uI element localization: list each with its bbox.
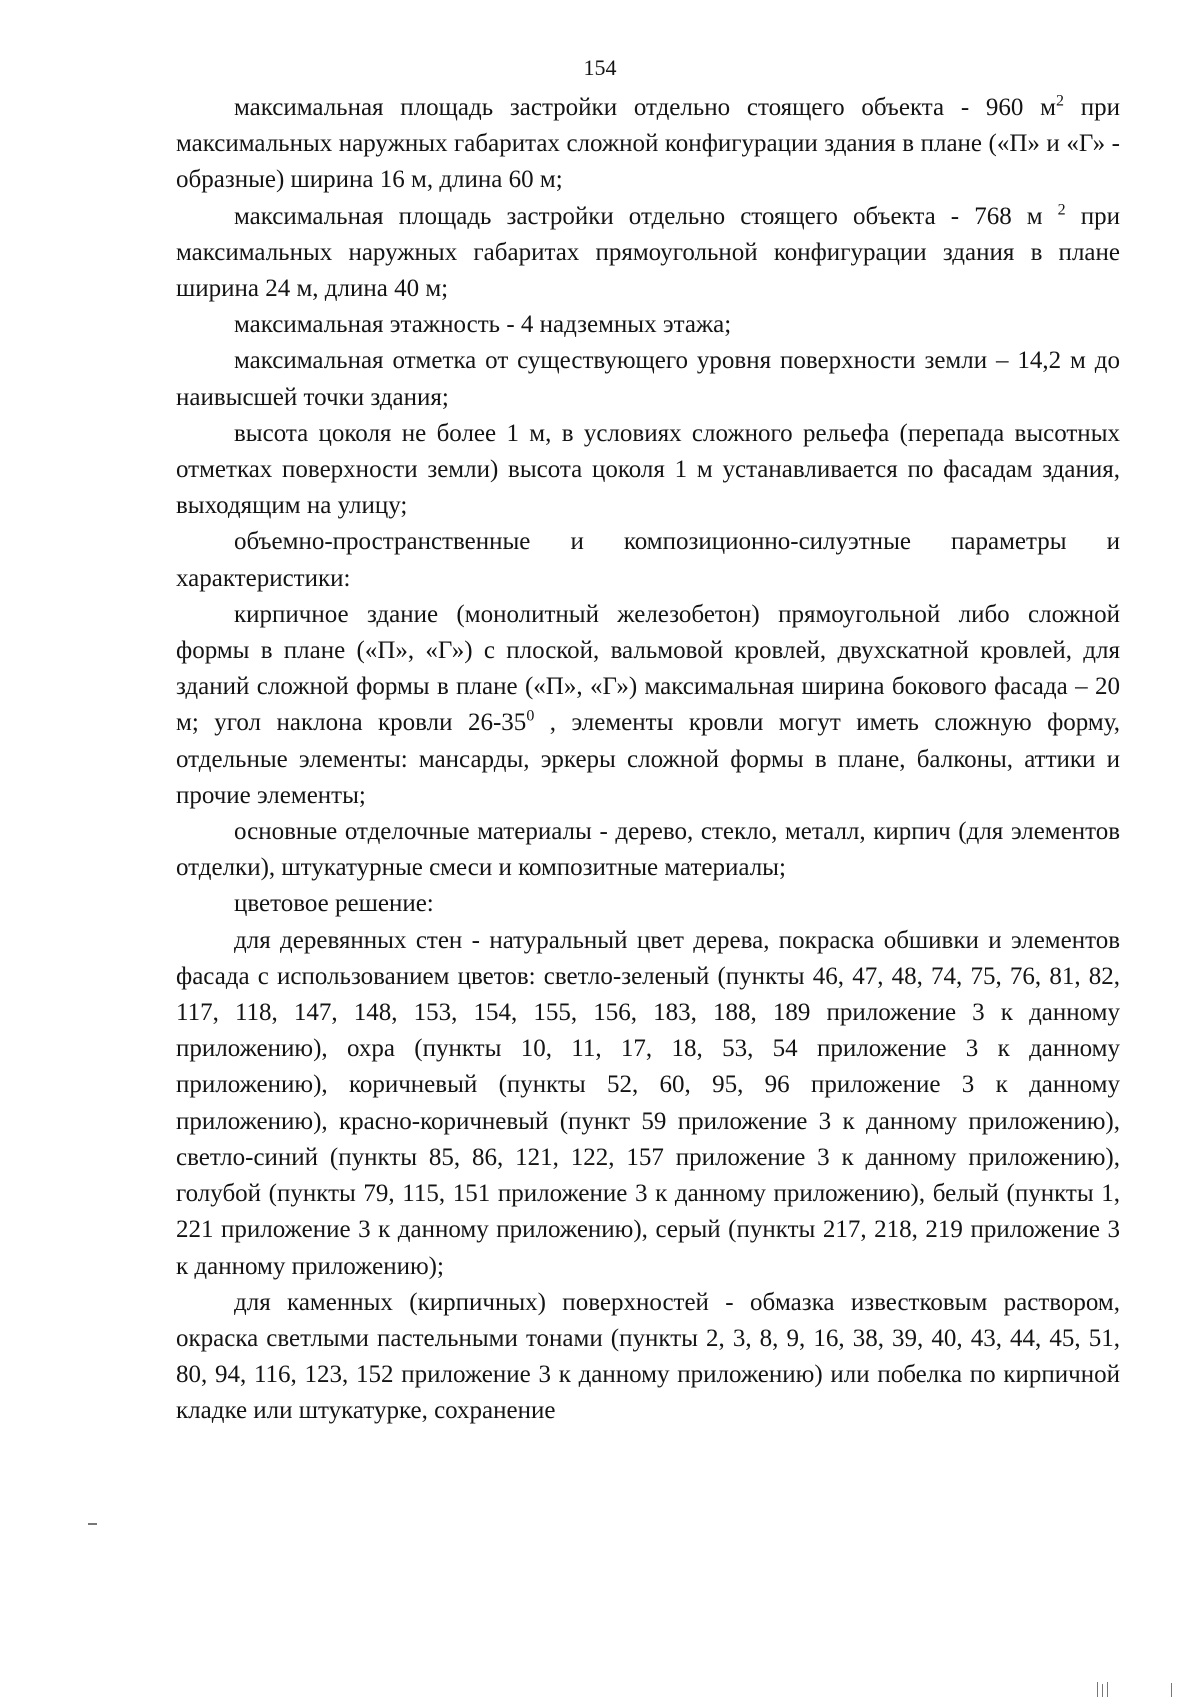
- scan-artifact-tick: [1107, 1682, 1108, 1697]
- paragraph-text: высота цоколя не более 1 м, в условиях сложного рельефа (перепада высотных отметках поверхности земли) высота цоколя 1 м устанавливается по фасадам здания, выходящим на улицу;: [176, 419, 1120, 520]
- paragraph-text: максимальная площадь застройки отдельно стоящего объекта - 768 м: [234, 202, 1058, 230]
- paragraph-max-height: [176, 343, 1120, 415]
- document-body: [176, 90, 1120, 1430]
- paragraph-building-area-complex: [176, 90, 1120, 199]
- paragraph-color-solution: [176, 886, 1120, 922]
- paragraph-max-floors: [176, 307, 1120, 343]
- paragraph-text-continued: , элементы кровли могут иметь сложную форму, отдельные элементы: мансарды, эркеры сложной формы в плане, балконы, аттики и прочие элементы;: [176, 709, 1120, 809]
- paragraph-spatial-parameters: [176, 524, 1120, 596]
- superscript: 2: [1057, 201, 1066, 219]
- paragraph-wooden-walls: [176, 923, 1120, 1285]
- scan-artifact-tick: [1102, 1684, 1103, 1697]
- paragraph-text: кирпичное здание (монолитный железобетон) прямоугольной либо сложной формы в плане («П», «Г») с плоской, вальмовой кровлей, двухскатной кровлей, для зданий сложной формы в плане («П», «Г») максимальная ширина бокового фасада – 20 м; угол наклона кровли 26-35: [176, 600, 1120, 737]
- scan-artifact-tick: [1097, 1682, 1098, 1697]
- paragraph-brick-building: [176, 597, 1120, 814]
- paragraph-plinth-height: [176, 416, 1120, 525]
- scan-artifact-dash: [88, 1523, 97, 1525]
- paragraph-text-continued: при максимальных наружных габаритах сложной конфигурации здания в плане («П» и «Г» - образные) ширина 16 м, длина 60 м;: [176, 94, 1120, 194]
- page-number: 154: [583, 55, 617, 80]
- paragraph-text: объемно-пространственные и композиционно-силуэтные параметры и характеристики:: [176, 528, 1120, 592]
- paragraph-building-area-rectangular: [176, 199, 1120, 308]
- scan-artifact-tick: [1171, 1683, 1172, 1697]
- paragraph-text: цветовое решение:: [234, 890, 434, 918]
- paragraph-stone-surfaces: [176, 1285, 1120, 1430]
- paragraph-text: максимальная отметка от существующего уровня поверхности земли – 14,2 м до наивысшей точки здания;: [176, 347, 1120, 411]
- superscript: 0: [526, 708, 535, 726]
- paragraph-text-continued: при максимальных наружных габаритах прямоугольной конфигурации здания в плане ширина 24 м, длина 40 м;: [176, 202, 1120, 303]
- paragraph-text: основные отделочные материалы - дерево, стекло, металл, кирпич (для элементов отделки), штукатурные смеси и композитные материалы;: [176, 818, 1120, 882]
- paragraph-text: максимальная площадь застройки отдельно стоящего объекта - 960 м: [234, 94, 1056, 121]
- paragraph-finishing-materials: [176, 814, 1120, 886]
- paragraph-text: для каменных (кирпичных) поверхностей - обмазка известковым раствором, окраска светлыми пастельными тонами (пункты 2, 3, 8, 9, 16, 38, 39, 40, 43, 44, 45, 51, 80, 94, 116, 123, 152 приложение 3 к данному приложению) или побелка по кирпичной кладке или штукатурке, сохранение: [176, 1288, 1120, 1425]
- superscript: 2: [1055, 92, 1064, 110]
- paragraph-text: максимальная этажность - 4 надземных этажа;: [234, 311, 732, 339]
- paragraph-text: для деревянных стен - натуральный цвет дерева, покраска обшивки и элементов фасада с использованием цветов: светло-зеленый (пункты 46, 47, 48, 74, 75, 76, 81, 82, 117, 118, 147, 148, 153, 154, 155, 156, 183, 188, 189 приложение 3 к данному приложению), охра (пункты 10, 11, 17, 18, 53, 54 приложение 3 к данному приложению), коричневый (пункты 52, 60, 95, 96 приложение 3 к данному приложению), красно-коричневый (пункт 59 приложение 3 к данному приложению), светло-синий (пункты 85, 86, 121, 122, 157 приложение 3 к данному приложению), голубой (пункты 79, 115, 151 приложение 3 к данному приложению), белый (пункты 1, 221 приложение 3 к данному приложению), серый (пункты 217, 218, 219 приложение 3 к данному приложению);: [176, 926, 1120, 1280]
